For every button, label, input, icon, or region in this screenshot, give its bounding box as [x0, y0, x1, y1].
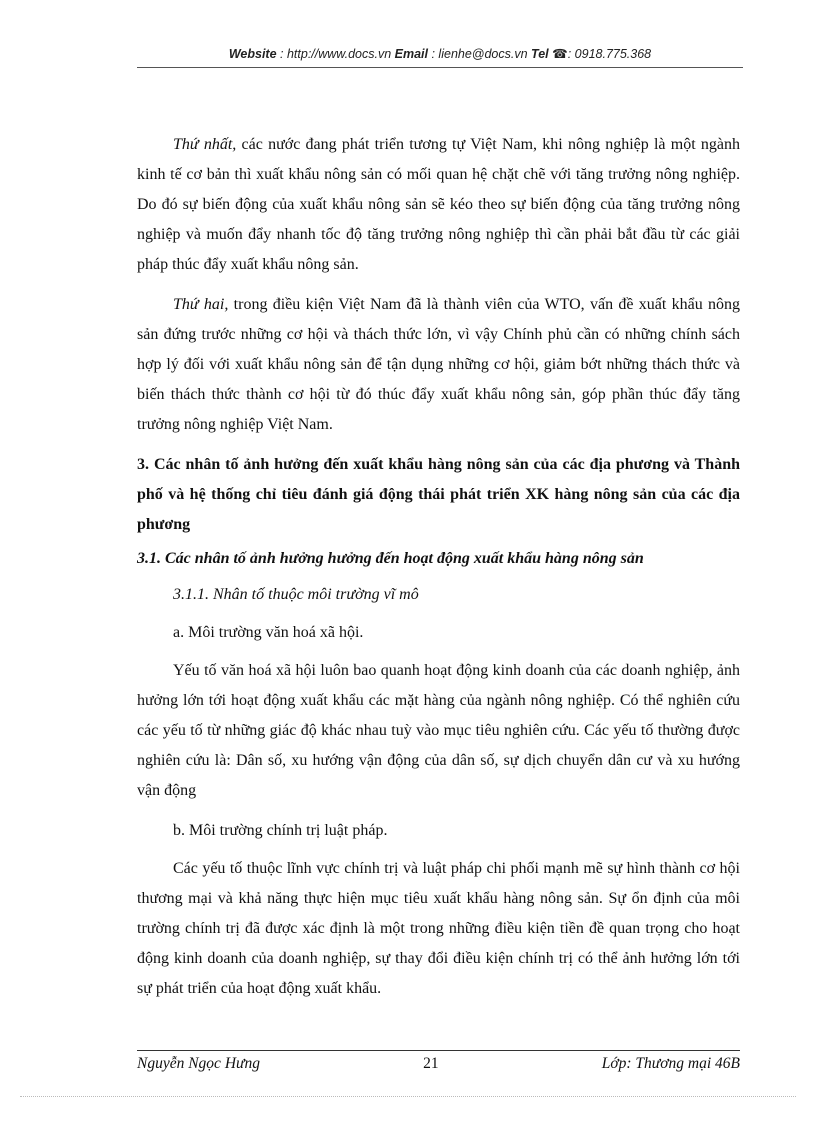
paragraph-culture: Yếu tố văn hoá xã hội luôn bao quanh hoạt động kinh doanh của các doanh nghiệp, ảnh hưởng lớn tới hoạt động xuất khẩu các mặt hàng của ngành nông nghiệp. Có thể nghiên cứu các yếu tố từ những giác độ khác nhau tuỳ vào mục tiêu nghiên cứu. Các yếu tố thường được nghiên cứu là: Dân số, xu hướng vận động của dân số, sự dịch chuyển dân cư và xu hướng vận động: [137, 662, 740, 799]
tel-label: Tel: [531, 47, 549, 61]
email-label: Email: [394, 47, 429, 61]
paragraph-politics: Các yếu tố thuộc lĩnh vực chính trị và luật pháp chi phối mạnh mẽ sự hình thành cơ hội thương mại và khả năng thực hiện mục tiêu xuất khẩu hàng nông sản. Sự ổn định của môi trường chính trị đã được xác định là một trong những điều kiện tiền đề quan trọng cho hoạt động kinh doanh của doanh nghiệp, sự thay đổi điều kiện chính trị có thể ảnh hưởng lớn tới sự phát triển của hoạt động xuất khẩu.: [137, 860, 740, 997]
email-value: : lienhe@docs.vn: [428, 47, 532, 61]
tel-value: : 0918.775.368: [567, 47, 652, 61]
paragraph-first: [137, 130, 740, 280]
website-label: Website: [228, 47, 277, 61]
paragraph-first-lead: Thứ nhất,: [173, 136, 237, 153]
website-value: : http://www.docs.vn: [276, 47, 395, 61]
section-heading-3-1-1: 3.1.1. Nhân tố thuộc môi trường vĩ mô: [173, 586, 419, 603]
page-footer: [137, 1050, 740, 1073]
section-heading-3: 3. Các nhân tố ảnh hưởng đến xuất khẩu hàng nông sản của các địa phương và Thành phố và hệ thống chỉ tiêu đánh giá động thái phát triển XK hàng nông sản của các địa phương: [137, 456, 740, 533]
page-header: [137, 46, 743, 68]
page-edge-divider: [20, 1096, 796, 1097]
paragraph-second: [137, 290, 740, 440]
subheading-a: a. Môi trường văn hoá xã hội.: [173, 624, 364, 641]
paragraph-first-text: các nước đang phát triển tương tự Việt Nam, khi nông nghiệp là một ngành kinh tế cơ bản thì xuất khẩu nông sản có mối quan hệ chặt chẽ với tăng trưởng nông nghiệp. Do đó sự biến động của xuất khẩu nông sản sẽ kéo theo sự biến động của tăng trưởng nông nghiệp và muốn đẩy nhanh tốc độ tăng trưởng nông nghiệp thì cần phải bắt đầu từ các giải pháp thúc đẩy xuất khẩu nông sản.: [137, 136, 740, 273]
phone-icon: ☎: [552, 47, 568, 61]
footer-class: Lớp: Thương mại 46B: [601, 1055, 740, 1072]
footer-author: Nguyễn Ngọc Hưng: [137, 1055, 260, 1072]
paragraph-second-lead: Thứ hai,: [173, 296, 229, 313]
section-heading-3-1: 3.1. Các nhân tố ảnh hưởng hưởng đến hoạt động xuất khẩu hàng nông sản: [137, 550, 644, 567]
document-body: [137, 130, 740, 1014]
paragraph-second-text: trong điều kiện Việt Nam đã là thành viên của WTO, vấn đề xuất khẩu nông sản đứng trước những cơ hội và thách thức lớn, vì vậy Chính phủ cần có những chính sách hợp lý đối với xuất khẩu nông sản để tận dụng những cơ hội, giảm bớt những thách thức và biến thách thức thành cơ hội từ đó thúc đẩy xuất khẩu nông sản, góp phần thúc đẩy tăng trưởng nông nghiệp Việt Nam.: [137, 296, 740, 433]
page-number: 21: [423, 1055, 439, 1072]
subheading-b: b. Môi trường chính trị luật pháp.: [173, 822, 388, 839]
